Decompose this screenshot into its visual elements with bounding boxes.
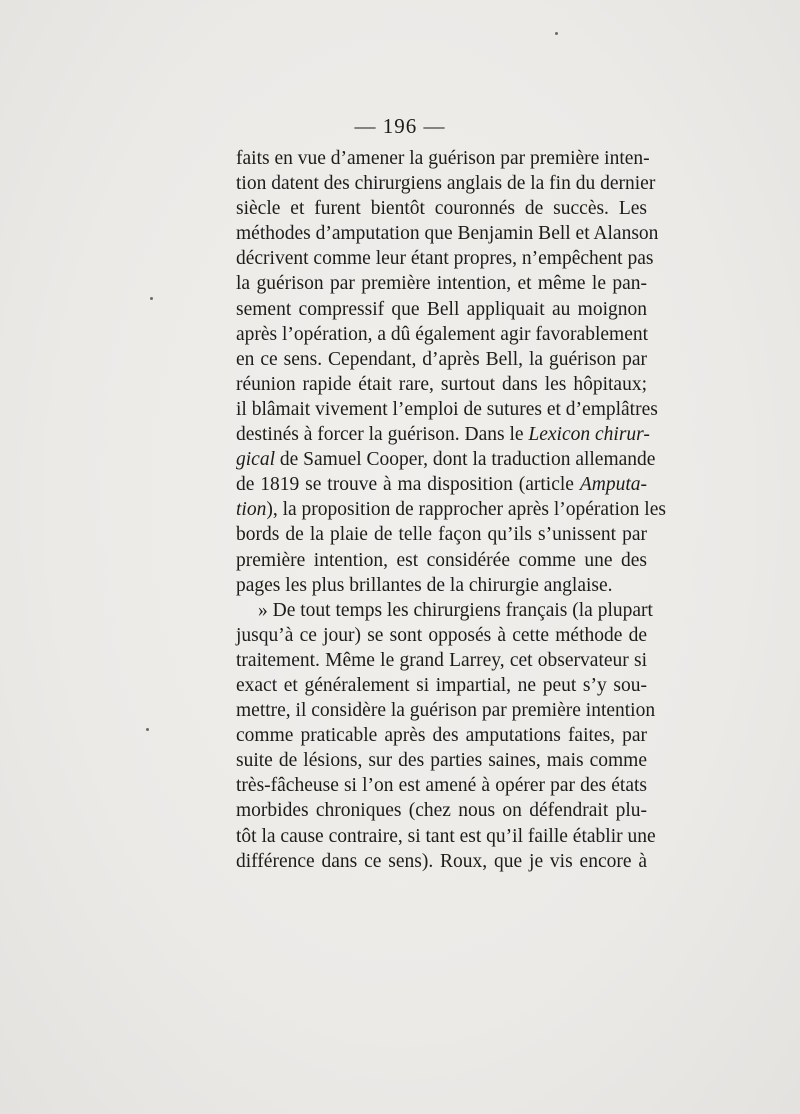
text-run: il blâmait vivement l’emploi de sutures et d’emplâtres <box>236 398 658 420</box>
text-run: traitement. Même le grand Larrey, cet observateur si <box>236 649 647 671</box>
text-run: décrivent comme leur étant propres, n’empêchent pas <box>236 248 654 270</box>
text-run: méthodes d’amputation que Benjamin Bell et Alanson <box>236 223 659 245</box>
text-line <box>236 397 658 422</box>
text-run: pages les plus brillantes de la chirurgie anglaise. <box>236 574 613 596</box>
italic-text-run: Amputa- <box>579 474 647 496</box>
text-line <box>236 497 666 522</box>
text-run: différence dans ce sens). Roux, que je vis encore à <box>236 850 647 872</box>
text-line <box>236 372 647 397</box>
text-run: tôt la cause contraire, si tant est qu’il faille établir une <box>236 825 656 847</box>
text-line <box>236 824 656 849</box>
text-line <box>236 748 647 773</box>
text-line <box>236 196 647 221</box>
text-line <box>236 171 656 196</box>
paper-speck <box>555 32 558 35</box>
text-line <box>236 673 647 698</box>
text-run: mettre, il considère la guérison par première intention <box>236 700 656 722</box>
text-run: en ce sens. Cependant, d’après Bell, la guérison par <box>236 348 647 370</box>
text-line <box>236 849 647 874</box>
italic-text-run: tion <box>236 499 267 521</box>
text-run: tion datent des chirurgiens anglais de la fin du dernier <box>236 173 656 195</box>
text-run: destinés à forcer la guérison. Dans le <box>236 424 529 446</box>
text-run: faits en vue d’amener la guérison par première inten- <box>236 148 650 169</box>
text-line <box>236 623 647 648</box>
paper-speck <box>150 297 153 300</box>
text-run: exact et généralement si impartial, ne peut s’y sou- <box>236 674 647 696</box>
text-run: jusqu’à ce jour) se sont opposés à cette méthode de <box>236 624 647 646</box>
text-line <box>236 698 656 723</box>
text-run: de 1819 se trouve à ma disposition (article <box>236 474 580 496</box>
text-line <box>236 422 650 447</box>
text-line <box>236 648 647 673</box>
text-run: morbides chroniques (chez nous on défendrait plu- <box>236 800 647 822</box>
text-line <box>236 246 654 271</box>
text-line <box>236 271 647 296</box>
text-line <box>236 573 647 598</box>
paper-speck <box>146 728 149 731</box>
text-line <box>236 598 653 623</box>
text-line <box>236 447 656 472</box>
text-run: sement compressif que Bell appliquait au moignon <box>236 298 647 320</box>
italic-text-run: gical <box>236 449 275 471</box>
text-line <box>236 472 647 497</box>
text-line <box>236 798 647 823</box>
text-run: ), la proposition de rapprocher après l’opération les <box>266 499 666 521</box>
text-line <box>236 297 647 322</box>
text-run: après l’opération, a dû également agir favorablement <box>236 323 649 345</box>
text-line <box>236 322 647 347</box>
text-run: comme praticable après des amputations faites, par <box>236 725 647 747</box>
text-run: réunion rapide était rare, surtout dans les hôpitaux; <box>236 373 647 395</box>
text-line <box>236 146 650 171</box>
text-run: bords de la plaie de telle façon qu’ils s’unissent par <box>236 524 647 546</box>
text-run: » De tout temps les chirurgiens français (la plupart <box>258 599 653 621</box>
text-run: siècle et furent bientôt couronnés de succès. Les <box>236 198 647 220</box>
text-line <box>236 221 659 246</box>
page-number: — 196 — <box>354 114 446 138</box>
italic-text-run: Lexicon chirur- <box>528 424 650 446</box>
text-run: la guérison par première intention, et même le pan- <box>236 273 647 295</box>
body-text <box>236 146 666 874</box>
text-run: de Samuel Cooper, dont la traduction allemande <box>275 449 656 471</box>
text-line <box>236 773 647 798</box>
text-run: très-fâcheuse si l’on est amené à opérer par des états <box>236 775 647 797</box>
text-line <box>236 347 647 372</box>
text-run: suite de lésions, sur des parties saines, mais comme <box>236 750 647 772</box>
text-line <box>236 522 647 547</box>
text-line <box>236 548 647 573</box>
text-run: première intention, est considérée comme une des <box>236 549 647 571</box>
text-line <box>236 723 647 748</box>
